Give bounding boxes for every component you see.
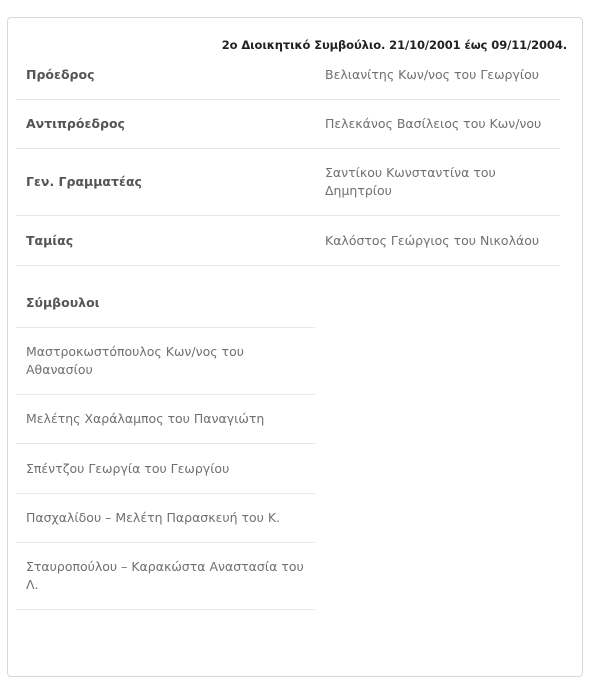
table-row	[16, 51, 560, 100]
role-treasurer: Ταμίας	[26, 232, 74, 248]
list-item	[16, 444, 315, 494]
members-heading: Σύμβουλοι	[26, 295, 100, 310]
name-treasurer: Καλόστος Γεώργιος του Νικολάου	[325, 232, 540, 248]
positions-table	[16, 51, 560, 266]
name-secretary: Σαντίκου Κωνσταντίνα του Δημητρίου	[325, 165, 496, 198]
members-list	[16, 279, 315, 610]
members-heading-row	[16, 279, 315, 328]
role-secretary: Γεν. Γραμματέας	[26, 174, 142, 189]
role-president: Πρόεδρος	[26, 67, 95, 82]
board-title: 2ο Διοικητικό Συμβούλιο. 21/10/2001 έως 09/11/2004.	[221, 38, 567, 52]
table-row	[16, 216, 560, 266]
list-item	[16, 494, 315, 543]
name-vice-president: Πελεκάνος Βασίλειος του Κων/νου	[325, 116, 542, 131]
role-vice-president: Αντιπρόεδρος	[26, 116, 125, 131]
member-name: Μαστροκωστόπουλος Κων/νος του Αθανασίου	[26, 344, 244, 377]
member-name: Σταυροπούλου – Καρακώστα Αναστασία του Λ.	[26, 559, 304, 592]
list-item	[16, 395, 315, 444]
list-item	[16, 543, 315, 610]
list-item	[16, 328, 315, 395]
member-name: Σπέντζου Γεωργία του Γεωργίου	[26, 460, 230, 476]
member-name: Πασχαλίδου – Μελέτη Παρασκευή του Κ.	[26, 510, 281, 525]
table-row	[16, 149, 560, 216]
table-row	[16, 100, 560, 149]
member-name: Μελέτης Χαράλαμπος του Παναγιώτη	[26, 411, 265, 426]
name-president: Βελιανίτης Κων/νος του Γεωργίου	[325, 67, 539, 82]
